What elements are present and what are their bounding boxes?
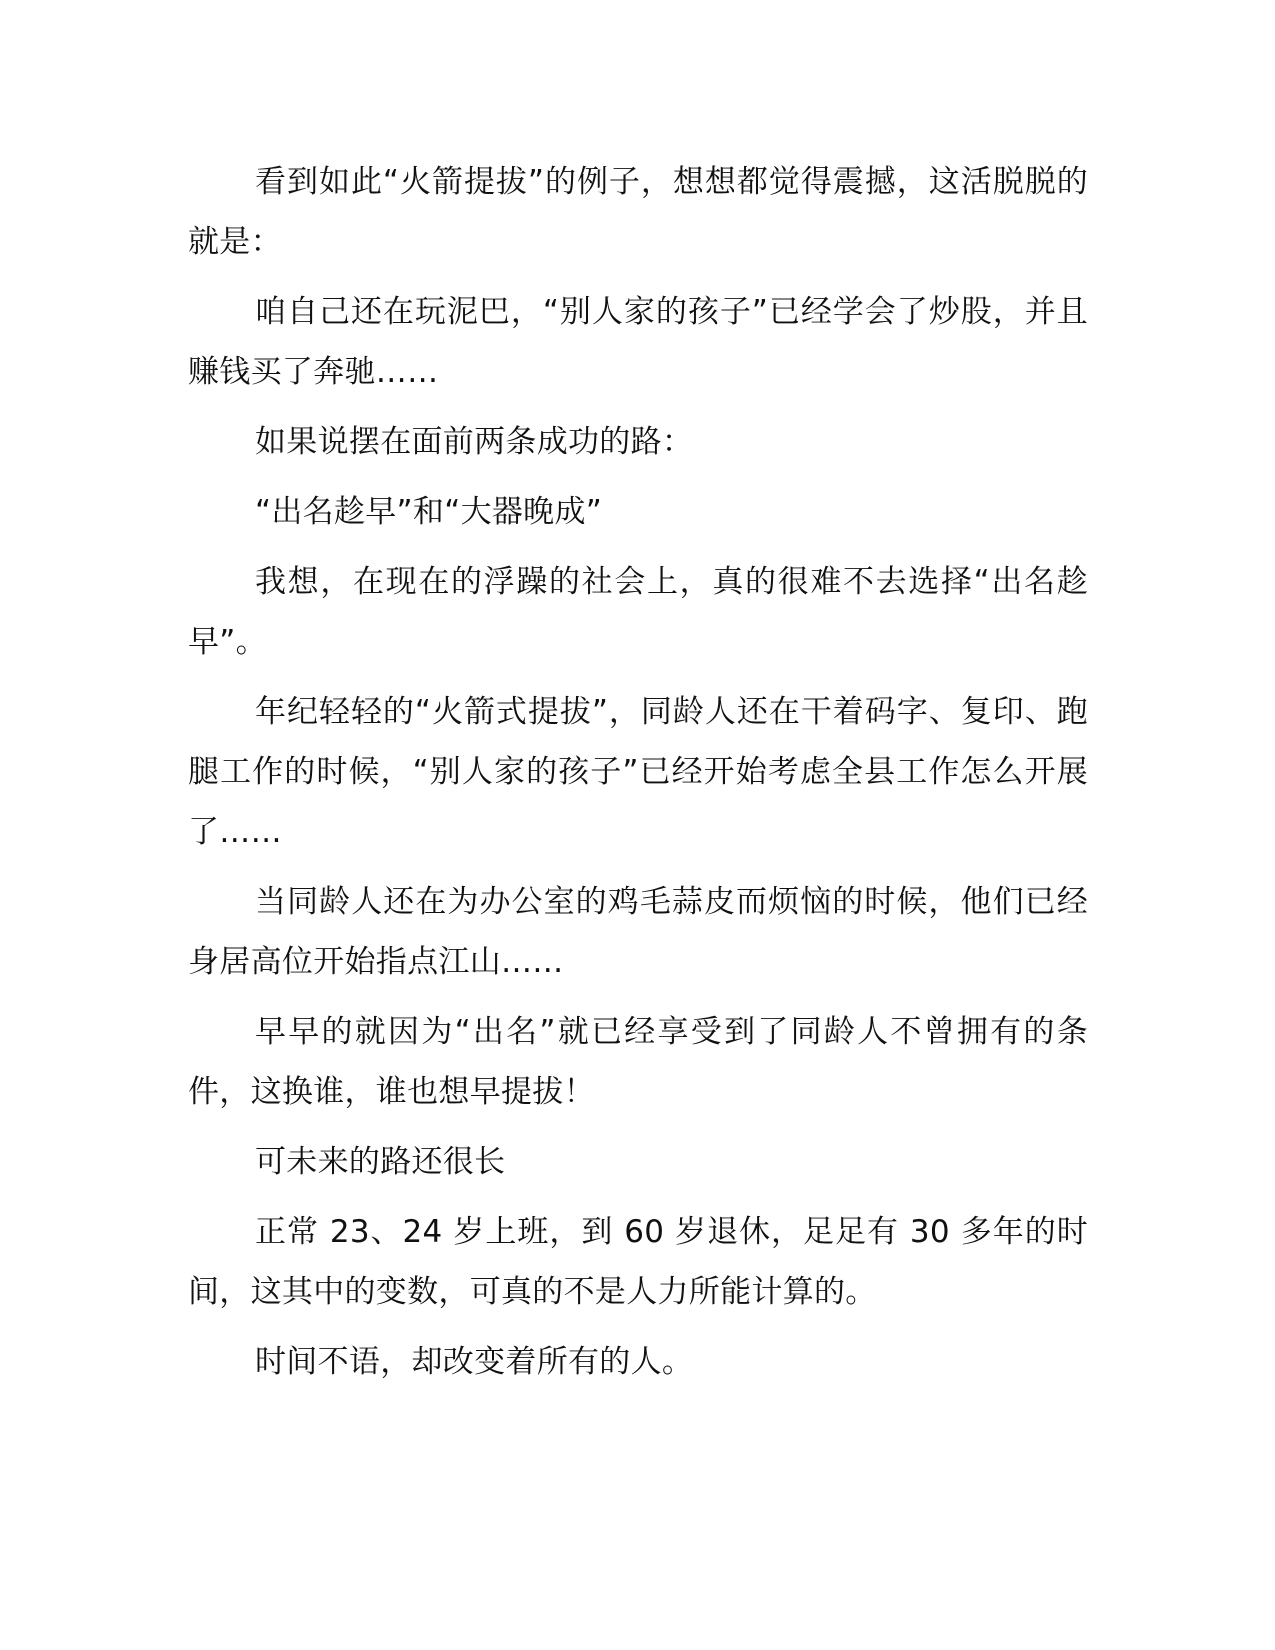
paragraph-4: “出名趁早”和“大器晚成” <box>255 494 603 530</box>
paragraph-5: 我想，在现在的浮躁的社会上，真的很难不去选择“出名趁早”。 <box>188 564 1088 660</box>
paragraph-3: 如果说摆在面前两条成功的路： <box>255 424 694 460</box>
paragraph-9: 可未来的路还很长 <box>255 1144 506 1180</box>
document-body <box>188 152 1088 1402</box>
paragraph-10: 正常 23、24 岁上班，到 60 岁退休，足足有 30 多年的时间，这其中的变数，可真的不是人力所能计算的。 <box>188 1214 1088 1310</box>
paragraph-11: 时间不语，却改变着所有的人。 <box>255 1344 694 1380</box>
paragraph-2: 咱自己还在玩泥巴，“别人家的孩子”已经学会了炒股，并且赚钱买了奔驰…… <box>188 294 1088 390</box>
paragraph-8: 早早的就因为“出名”就已经享受到了同龄人不曾拥有的条件，这换谁，谁也想早提拔！ <box>188 1014 1088 1110</box>
paragraph-7: 当同龄人还在为办公室的鸡毛蒜皮而烦恼的时候，他们已经身居高位开始指点江山…… <box>188 884 1088 980</box>
paragraph-6: 年纪轻轻的“火箭式提拔”，同龄人还在干着码字、复印、跑腿工作的时候，“别人家的孩子”已经开始考虑全县工作怎么开展了…… <box>188 694 1088 850</box>
paragraph-1: 看到如此“火箭提拔”的例子，想想都觉得震撼，这活脱脱的就是： <box>188 164 1088 260</box>
